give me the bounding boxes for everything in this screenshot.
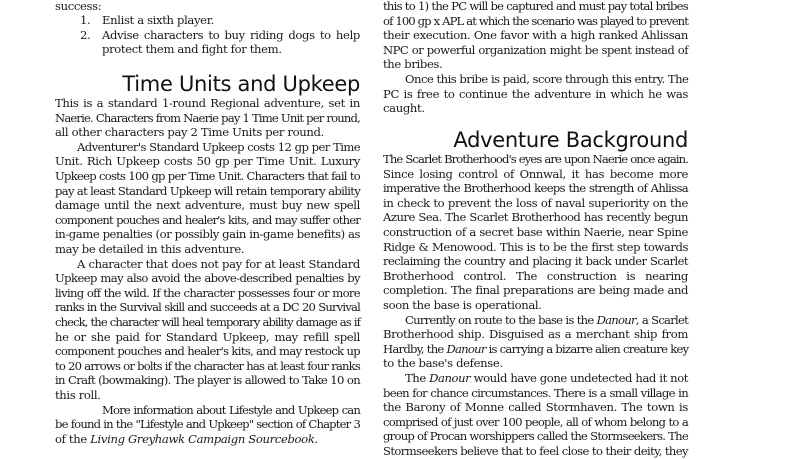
text-line: their execution. One favor with a high ranked Ahlissan	[383, 28, 688, 43]
text-line: Ridge & Menowood. This is to be the first step towards	[383, 239, 688, 254]
text-fragment: .	[314, 431, 318, 446]
text-line	[383, 313, 688, 328]
text-fragment: The	[405, 371, 430, 385]
list-item-text: Enlist a sixth player.	[102, 13, 214, 27]
text-line: may be detailed in this adventure.	[55, 242, 245, 256]
section-heading: Adventure Background	[453, 128, 688, 152]
list-item-text: Advise characters to buy riding dogs to help	[102, 27, 360, 42]
text-line: soon the base is operational.	[383, 298, 542, 312]
text-line: all other characters pay 2 Time Units per round.	[55, 125, 324, 140]
text-line: group of Procan worshippers called the Stormseekers. The	[383, 429, 688, 444]
text-line: comprised of just over 100 people, all of whom belong to a	[383, 414, 688, 429]
list-number: 1.	[80, 13, 91, 27]
text-line: Azure Sea. The Scarlet Brotherhood has recently begun	[383, 210, 688, 225]
text-line: check, the character will heal temporary ability damage as if	[55, 315, 360, 329]
text-line: pay at least Standard Upkeep will retain temporary ability	[55, 183, 361, 198]
text-line: Stormseekers believe that to feel close to their deity, they	[383, 444, 688, 458]
text-line: Adventurer's Standard Upkeep costs 12 gp per Time	[77, 139, 360, 154]
text-line: Brotherhood ship. Disguised as a merchant ship from	[383, 327, 688, 342]
ship-name: Danour	[446, 341, 486, 356]
list-item-continuation: protect them and fight for them.	[102, 42, 282, 56]
text-fragment: , a Scarlet	[635, 312, 688, 327]
text-line: been for chance circumstances. There is a small village in	[383, 385, 688, 400]
text-line: caught.	[383, 101, 425, 116]
section-heading: Time Units and Upkeep	[122, 72, 360, 96]
text-line: NPC or powerful organization might be spent instead of	[383, 42, 688, 57]
text-line: this to 1) the PC will be captured and must pay total bribes	[383, 0, 688, 13]
text-line: Naerie. Characters from Naerie pay 1 Time Unit per round,	[55, 110, 360, 125]
text-fragment: of the	[55, 431, 91, 446]
text-line: imperative the Brotherhood keeps the strength of Ahlissa	[383, 181, 688, 196]
text-line: to 20 arrows or bolts if the character has at least four ranks	[55, 358, 360, 373]
text-line: completion. The final preparations are being made and	[383, 283, 688, 298]
text-line	[55, 432, 360, 447]
text-fragment: would have gone undetected had it not	[470, 371, 688, 385]
text-line: living off the wild. If the character possesses four or more	[55, 285, 360, 300]
ship-name: Danour	[596, 312, 636, 327]
text-line: component pouches and healer's kits, and may suffer other	[55, 212, 360, 227]
text-line: the Barony of Monne called Stormhaven. The town is	[383, 400, 688, 415]
text-line: the bribes.	[383, 57, 443, 72]
text-fragment: Hardby, the	[383, 341, 447, 356]
text-line: Unit. Rich Upkeep costs 50 gp per Time Unit. Luxury	[55, 154, 360, 169]
text-line: component pouches and healer's kits, and may restock up	[55, 344, 360, 359]
text-line: in Craft (bowmaking). The player is allowed to Take 10 on	[55, 373, 360, 388]
ship-name: Danour	[429, 371, 471, 385]
text-line: Once this bribe is paid, score through this entry. The	[405, 72, 689, 86]
text-line: ranks in the Survival skill and succeeds at a DC 20 Survival	[55, 300, 360, 315]
text-line: This is a standard 1-round Regional adventure, set in	[55, 96, 360, 110]
list-number: 2.	[80, 27, 91, 42]
list-item	[55, 28, 360, 43]
text-line	[383, 342, 688, 357]
text-line: success:	[55, 0, 102, 13]
text-line: this roll.	[55, 388, 101, 402]
text-line: construction of a secret base within Naerie, near Spine	[383, 225, 688, 239]
text-line: in check to prevent the loss of naval superiority on the	[383, 195, 688, 210]
text-line	[383, 371, 688, 386]
text-line: be found in the "Lifestyle and Upkeep" section of Chapter 3	[55, 417, 360, 432]
text-line: The Scarlet Brotherhood's eyes are upon Naerie once again.	[383, 152, 688, 166]
text-fragment: is carrying a bizarre alien creature key	[485, 341, 689, 356]
text-line: damage until the next adventure, must buy new spell	[55, 198, 360, 213]
list-item	[55, 13, 360, 28]
text-line: Upkeep may also avoid the above-described penalties by	[55, 271, 360, 286]
book-title: Living Greyhawk Campaign Sourcebook	[90, 431, 315, 446]
text-line: he or she paid for Standard Upkeep, may refill spell	[55, 329, 360, 344]
text-line: A character that does not pay for at least Standard	[77, 256, 360, 271]
text-line: Brotherhood control. The construction is nearing	[383, 268, 688, 283]
text-line: Since losing control of Onnwal, it has become more	[383, 166, 688, 181]
text-line: of 100 gp x APL at which the scenario was played to prevent	[383, 13, 688, 28]
text-line: More information about Lifestyle and Upkeep can	[102, 402, 360, 417]
text-line: Upkeep costs 100 gp per Time Unit. Characters that fail to	[55, 169, 360, 183]
text-fragment: Currently on route to the base is the	[405, 312, 597, 327]
text-line: in-game penalties (or possibly gain in-game benefits) as	[55, 227, 360, 242]
text-line: PC is free to continue the adventure in which he was	[383, 86, 688, 101]
text-line: to the base's defense.	[383, 356, 503, 371]
text-line: reclaiming the country and placing it back under Scarlet	[383, 254, 688, 269]
